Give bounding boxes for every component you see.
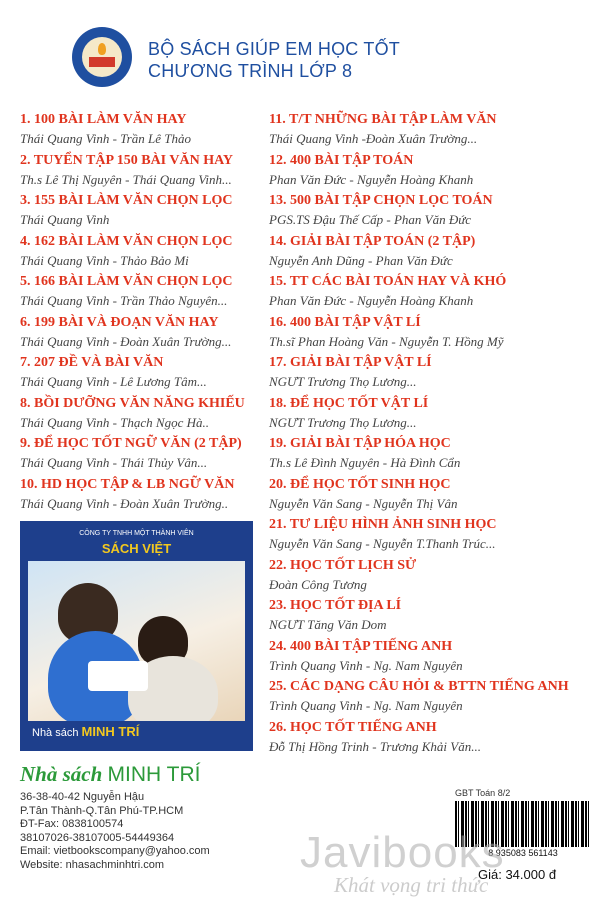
book-title: 25. CÁC DẠNG CÂU HỎI & BTTN TIẾNG ANH: [269, 679, 569, 694]
book-authors: Thái Quang Vinh -Đoàn Xuân Trường...: [269, 131, 478, 146]
book-authors: Th.s Lê Thị Nguyên - Thái Quang Vinh...: [20, 171, 232, 187]
book-title: 15. TT CÁC BÀI TOÁN HAY VÀ KHÓ: [269, 274, 507, 289]
book-title: 10. HD HỌC TẬP & LB NGỮ VĂN: [20, 476, 235, 492]
book-item: [20, 395, 270, 436]
book-title: 1. 100 BÀI LÀM VĂN HAY: [20, 112, 187, 127]
book-title: 20. ĐỂ HỌC TỐT SINH HỌC: [269, 476, 451, 492]
book-item: [269, 678, 589, 719]
book-title: 4. 162 BÀI LÀM VĂN CHỌN LỌC: [20, 233, 233, 249]
book-authors: Phan Văn Đức - Nguyễn Hoàng Khanh: [269, 293, 474, 308]
promo-shop-name: MINH TRÍ: [81, 724, 140, 739]
book-authors: Đỗ Thị Hồng Trinh - Trương Khải Văn...: [269, 738, 481, 754]
book-item: [269, 314, 589, 355]
watermark-slogan: Khát vọng tri thức: [334, 873, 489, 897]
book-item: [20, 233, 270, 274]
book-title: 14. GIẢI BÀI TẬP TOÁN (2 TẬP): [269, 233, 476, 249]
book-authors: Th.sĩ Phan Hoàng Văn - Nguyễn T. Hồng Mỹ: [269, 333, 504, 349]
book-item: [269, 354, 589, 395]
book-authors: Trình Quang Vinh - Ng. Nam Nguyên: [269, 657, 463, 673]
book-authors: Thái Quang Vinh - Trần Thảo Nguyên...: [20, 293, 228, 308]
publisher-prefix: Nhà sách: [20, 762, 103, 786]
book-item: [269, 719, 589, 760]
fax-line: ĐT-Fax: 0838100574: [20, 818, 124, 831]
book-title: 23. HỌC TỐT ĐỊA LÍ: [269, 598, 402, 613]
book-authors: Thái Quang Vinh - Đoàn Xuân Trường..: [20, 495, 229, 511]
book-title: 13. 500 BÀI TẬP CHỌN LỌC TOÁN: [269, 193, 493, 208]
book-item: [20, 273, 270, 314]
publisher-logo: [72, 27, 132, 87]
book-authors: Thái Quang Vinh - Thái Thủy Vân...: [20, 455, 208, 470]
book-item: [20, 476, 270, 517]
contact-block: [20, 791, 210, 873]
book-title: 16. 400 BÀI TẬP VẬT LÍ: [269, 314, 421, 330]
barcode-number: 8 935083 561143: [488, 848, 558, 858]
book-item: [269, 395, 589, 436]
book-authors: Thái Quang Vinh: [20, 212, 110, 227]
promo-company: CÔNG TY TNHH MỘT THÀNH VIÊN: [79, 530, 194, 537]
book-title: 2. TUYỂN TẬP 150 BÀI VĂN HAY: [20, 152, 234, 168]
book-authors: Nguyễn Văn Sang - Nguyễn T.Thanh Trúc...: [269, 536, 496, 551]
book-item: [269, 435, 589, 476]
book-item: [20, 354, 270, 395]
book-title: 19. GIẢI BÀI TẬP HÓA HỌC: [269, 436, 451, 451]
book-item: [269, 152, 589, 193]
book-title: 22. HỌC TỐT LỊCH SỬ: [269, 557, 417, 573]
book-item: [269, 192, 589, 233]
book-authors: Phan Văn Đức - Nguyễn Hoàng Khanh: [269, 171, 474, 187]
book-title: 9. ĐỂ HỌC TỐT NGỮ VĂN (2 TẬP): [20, 436, 242, 451]
watermark-brand: Javibooks: [300, 828, 505, 877]
book-authors: Đoàn Công Tương: [269, 576, 367, 592]
book-authors: Th.s Lê Đình Nguyên - Hà Đình Cẩn: [269, 455, 461, 470]
book-title: 8. BỒI DƯỠNG VĂN NĂNG KHIẾU: [20, 395, 245, 411]
email-line: Email: vietbookscompany@yahoo.com: [20, 845, 210, 858]
book-title: 5. 166 BÀI LÀM VĂN CHỌN LỌC: [20, 274, 233, 289]
series-title-line1: BỘ SÁCH GIÚP EM HỌC TỐT: [148, 39, 400, 59]
publisher-name: [20, 762, 200, 787]
book-item: [269, 273, 589, 314]
book-torch-icon: [82, 37, 122, 77]
book-title: 6. 199 BÀI VÀ ĐOẠN VĂN HAY: [20, 314, 219, 330]
address-line2: P.Tân Thành-Q.Tân Phú-TP.HCM: [20, 804, 184, 817]
book-item: [269, 557, 589, 598]
book-item: [20, 192, 270, 233]
phones-line: 38107026-38107005-54449364: [20, 831, 175, 844]
book-item: [269, 597, 589, 638]
book-title: 18. ĐỂ HỌC TỐT VẬT LÍ: [269, 395, 429, 411]
promo-brand: SÁCH VIỆT: [101, 541, 172, 556]
book-authors: NGƯT Trương Thọ Lương...: [269, 374, 417, 389]
price-label: Giá: 34.000 đ: [478, 867, 557, 882]
book-authors: PGS.TS Đậu Thế Cấp - Phan Văn Đức: [269, 212, 472, 227]
product-code: GBT Toán 8/2: [455, 788, 511, 798]
website-line: Website: nhasachminhtri.com: [20, 858, 165, 871]
students-reading-photo: [28, 561, 245, 721]
book-authors: Nguyễn Anh Dũng - Phan Văn Đức: [269, 252, 453, 268]
book-title: 24. 400 BÀI TẬP TIẾNG ANH: [269, 638, 453, 654]
promo-shop: [32, 724, 139, 739]
book-item: [20, 435, 270, 476]
book-authors: Thái Quang Vinh - Lê Lương Tâm...: [20, 374, 207, 389]
book-item: [269, 233, 589, 274]
book-item: [269, 638, 589, 679]
book-item: [269, 111, 589, 152]
promo-shop-prefix: Nhà sách: [32, 727, 79, 739]
book-title: 12. 400 BÀI TẬP TOÁN: [269, 152, 414, 168]
book-title: 11. T/T NHỮNG BÀI TẬP LÀM VĂN: [269, 112, 497, 127]
book-item: [269, 516, 589, 557]
book-title: 7. 207 ĐỀ VÀ BÀI VĂN: [20, 355, 164, 370]
book-authors: Thái Quang Vinh - Thạch Ngọc Hà..: [20, 414, 209, 430]
book-authors: NGƯT Tăng Văn Dom: [269, 617, 387, 632]
series-title: [148, 38, 400, 82]
book-list-left: [20, 111, 270, 516]
book-item: [20, 111, 270, 152]
book-authors: Trình Quang Vinh - Ng. Nam Nguyên: [269, 698, 463, 713]
book-title: 26. HỌC TỐT TIẾNG ANH: [269, 719, 437, 735]
book-title: 17. GIẢI BÀI TẬP VẬT LÍ: [269, 355, 432, 370]
book-authors: Thái Quang Vinh - Thảo Bảo Mi: [20, 252, 189, 268]
book-title: 21. TƯ LIỆU HÌNH ẢNH SINH HỌC: [269, 517, 497, 532]
book-authors: Thái Quang Vinh - Trần Lê Thảo: [20, 131, 191, 146]
book-item: [269, 476, 589, 517]
book-authors: Nguyễn Văn Sang - Nguyễn Thị Vân: [269, 495, 458, 511]
book-item: [20, 152, 270, 193]
book-title: 3. 155 BÀI LÀM VĂN CHỌN LỌC: [20, 193, 233, 208]
publisher-brand: MINH TRÍ: [107, 763, 201, 786]
book-list-right: [269, 111, 589, 759]
series-title-line2: CHƯƠNG TRÌNH LỚP 8: [148, 61, 353, 81]
address-line1: 36-38-40-42 Nguyễn Hậu: [20, 791, 145, 803]
book-authors: NGƯT Trương Thọ Lương...: [269, 414, 417, 430]
book-authors: Thái Quang Vinh - Đoàn Xuân Trường...: [20, 333, 232, 349]
book-item: [20, 314, 270, 355]
promo-cover-image: [20, 521, 253, 751]
